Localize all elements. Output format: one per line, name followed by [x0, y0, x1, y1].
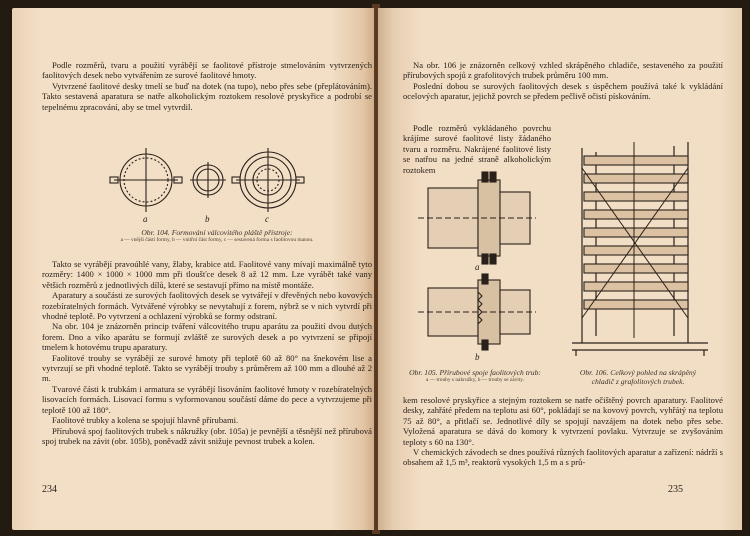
paragraph: Na obr. 104 je znázorněn princip tváření válcovitého trupu aparátu za použití dvou dutých forem. Dno a víko aparátu se formují zvláště ze surových desek a po vytvrzení se připojí tmelem k hotovému trupu aparatury. — [42, 321, 372, 353]
figure-106-caption — [578, 368, 698, 386]
figure-105-label-a: a — [475, 262, 480, 272]
figure-105-caption — [400, 368, 550, 383]
caption-title: Obr. 106. Celkový pohled na skrápěný chladič z grafolitových trubek. — [579, 368, 697, 386]
paragraph: kem resolové pryskyřice a stejným roztokem se natře očištěný povrch aparatury. Faolitové desky, zahřáté předem na teplotu asi 60°, pokládají se na kovový povrch, vyhřátý na teplotu 75 až 80°, a přitlačí se. Jednotlivé díly se spojují navzájem na dotek nebo přes sebe. Vyložená aparatura se dává do komory k vytvrzení povlaku. Vytvrzuje se zvyšováním teploty s 60 na 130°. — [403, 395, 723, 447]
left-text-bottom — [42, 259, 372, 446]
caption-sub: a — trouby s nákružky, b — trouby se závity. — [426, 377, 524, 383]
paragraph: V chemických závodech se dnes používá různých faolitových aparatur a zařízení: nádrží s obsahem až 1,5 m³, reaktorů vysokých 1,5 m a s prů- — [403, 447, 723, 468]
paragraph: Vytvrzené faolitové desky tmelí se buď na dotek (na tupo), nebo přes sebe (přeplátováním). Takto sestavená aparatura se natře alkoholickým roztokem resolové pryskyřice a podrobí se tepelnému zpracování, aby se tmel vytvrdil. — [42, 80, 372, 112]
figure-104-drawing — [108, 140, 318, 230]
paragraph: Takto se vyrábějí pravoúhlé vany, žlaby, krabice atd. Faolitové vany mívají maximálně tyto rozměry: 1400 × 1000 × 1000 mm při tloušťce desek 8 až 12 mm. Lze vyrábět také vany většich rozměrů z jednotlivých dílů, které se sestavují přímo na místě montáže. — [42, 259, 372, 290]
page-number-right: 235 — [668, 484, 683, 495]
figure-104-caption — [82, 228, 352, 243]
paragraph: Poslední dobou se surových faolitových desek s úspěchem používá také k vykládání ocelových aparatur, jejichž povrch se předem pečlivě očistí pískováním. — [403, 80, 723, 102]
left-text-top — [42, 60, 372, 112]
left-page — [12, 8, 374, 530]
page-number-left: 234 — [42, 484, 57, 495]
right-text-bottom — [403, 395, 723, 468]
right-text-wrap — [403, 123, 551, 175]
caption-sub: a — vnější části formy, b — vnitřní část formy, c — sestavená forma s faolitovou manou. — [120, 237, 314, 243]
right-page — [378, 8, 742, 530]
paragraph: Aparatury a součásti ze surových faolitových desek se vytvářejí v dřevěných nebo kovových rozebíratelných formách. Vytvářené výrobky se nevytahují z forem, nýbrž se v nich vytvrdí při vhodné teplotě. Po vytvrzení a ochlazení výrobků se formy odstraní. — [42, 290, 372, 322]
figure-label-a: a — [143, 214, 148, 224]
figure-label-b: b — [205, 214, 210, 224]
caption-title: Obr. 104. Formování válcovitého pláště přístroje: — [141, 228, 293, 237]
figure-label-c: c — [265, 214, 269, 224]
paragraph: Podle rozměrů, tvaru a použití vyrábějí se faolitové přístroje stmelováním vytvrzených faolitových desek nebo vytvářením ze surové faolitové hmoty. — [42, 60, 372, 81]
caption-title: Obr. 105. Přírubové spoje faolitových trub: — [409, 368, 541, 377]
figure-105-label-b: b — [475, 352, 480, 362]
right-text-top — [403, 60, 723, 102]
paragraph: Podle rozměrů vykládaného povrchu krájíme surové faolitové listy žádaného tvaru a rozměru. Nakrájené faolitové listy se natřou na jedné straně alkoholickým roztokem — [403, 123, 551, 175]
paragraph: Faolitové trouby se vyrábějí ze surové hmoty při teplotě 60 až 80° na šnekovém lise a vytvrzují se při vhodné teplotě. Takto se vyrábějí trouby s průměrem až 100 mm a dlouhé až 2 m. — [42, 352, 372, 384]
paragraph: Tvarové části k trubkám i armatura se vyrábějí lisováním faolitové hmoty v rozebíratelných lisovacích formách. Lisovací formu s vyformovanou součástí dáme do pece a vytvrzujeme při teplotě 100 až 180°. — [42, 383, 372, 415]
figure-106-drawing — [568, 138, 718, 356]
paragraph: Faolitové trubky a kolena se spojují hlavně přírubami. — [52, 415, 239, 426]
paragraph: Přírubová spoj faolitových trubek s nákružky (obr. 105a) je pevnější a těsnější než přírubová spoj trubek na závit (obr. 105b), poněvadž závit snižuje pevnost trubek a kolen. — [42, 425, 372, 446]
paragraph: Na obr. 106 je znázorněn celkový vzhled skrápěného chladiče, sestaveného za použití přírubových spojů z grafolitových trubek průměru 100 mm. — [403, 60, 723, 81]
